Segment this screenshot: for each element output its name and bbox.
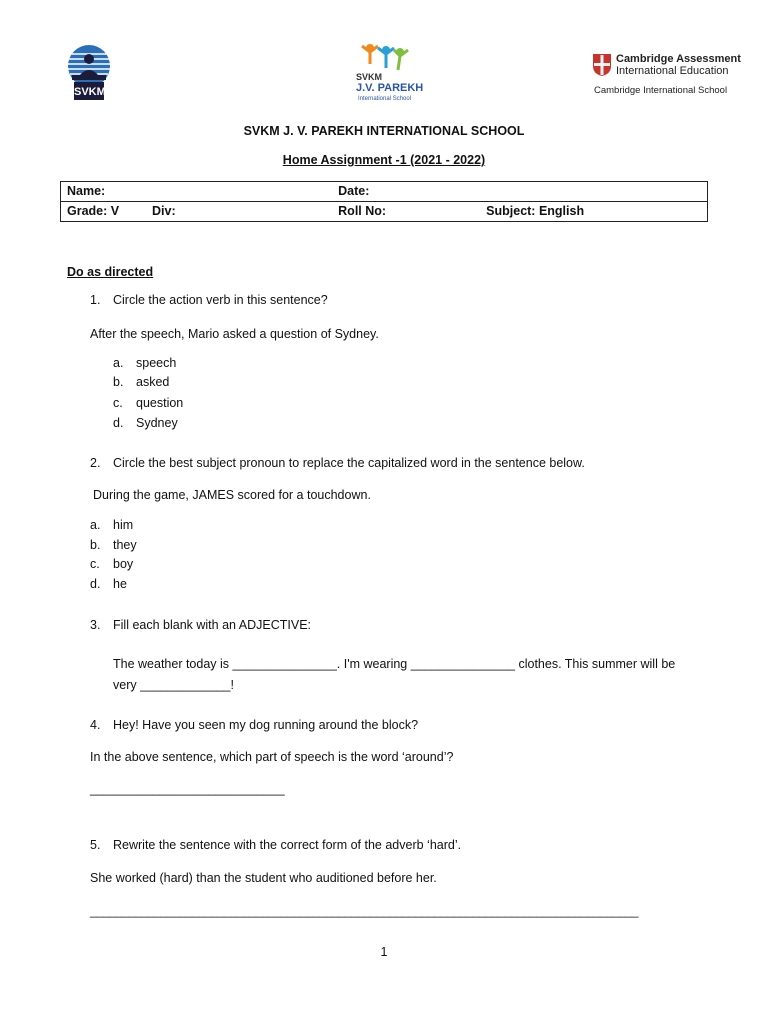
q2-number: 2. — [90, 456, 101, 470]
q3-text: Fill each blank with an ADJECTIVE: — [113, 618, 311, 632]
cambridge-school: Cambridge International School — [594, 85, 728, 96]
q4-text: Hey! Have you seen my dog running around the block? — [113, 718, 419, 732]
q1-option-letter: c. — [113, 396, 123, 410]
q5-number: 5. — [90, 838, 101, 852]
q2-text: Circle the best subject pronoun to replace the capitalized word in the sentence below. — [113, 456, 585, 470]
svkm-logo-text: SVKM — [74, 86, 106, 98]
q2-option-text: he — [113, 577, 127, 591]
q4-number: 4. — [90, 718, 101, 732]
q1-option-text: question — [136, 396, 184, 410]
student-info-table — [60, 181, 708, 222]
cambridge-line1: Cambridge Assessment — [616, 53, 741, 65]
cambridge-logo — [592, 53, 741, 99]
q2-option-letter: d. — [90, 577, 101, 591]
q4-answer-blank: ____________________________ — [90, 782, 285, 796]
info-row-1 — [61, 182, 708, 202]
assignment-title — [0, 152, 768, 168]
school-name: SVKM J. V. PAREKH INTERNATIONAL SCHOOL — [243, 124, 525, 138]
q1-option-text: asked — [136, 375, 170, 389]
jvp-logo-name: J.V. PAREKH — [356, 82, 424, 94]
div-label: Div: — [152, 204, 176, 218]
cambridge-shield-icon — [592, 53, 612, 77]
q1-text: Circle the action verb in this sentence? — [113, 293, 328, 307]
page-number: 1 — [380, 945, 388, 959]
q4-question: In the above sentence, which part of speech is the word ‘around’? — [90, 750, 454, 764]
q3-number: 3. — [90, 618, 101, 632]
q1-number: 1. — [90, 293, 101, 307]
q2-option-text: boy — [113, 557, 134, 571]
info-row-2 — [61, 202, 708, 222]
name-label: Name: — [67, 184, 106, 198]
q1-option-letter: b. — [113, 375, 124, 389]
jvp-logo-svkm: SVKM — [356, 72, 383, 82]
subject-label: Subject: English — [486, 204, 585, 218]
q2-option-letter: b. — [90, 538, 101, 552]
q1-option-text: speech — [136, 356, 177, 370]
q1-option-text: Sydney — [136, 416, 178, 430]
q1-sentence: After the speech, Mario asked a question of Sydney. — [90, 327, 379, 341]
grade-label: Grade: V — [67, 204, 120, 218]
q2-option-letter: c. — [90, 557, 100, 571]
section-title: Do as directed — [67, 265, 154, 279]
q3-line2: very _____________! — [113, 678, 234, 692]
jv-parekh-logo — [352, 42, 424, 108]
q1-option-letter: d. — [113, 416, 124, 430]
q2-option-letter: a. — [90, 518, 101, 532]
date-label: Date: — [338, 184, 370, 198]
q5-sentence: She worked (hard) than the student who auditioned before her. — [90, 871, 437, 885]
q1-option-letter: a. — [113, 356, 124, 370]
q5-text: Rewrite the sentence with the correct form of the adverb ‘hard’. — [113, 838, 462, 852]
svkm-logo — [64, 44, 114, 102]
assignment-title-text: Home Assignment -1 (2021 - 2022) — [282, 153, 486, 167]
jvp-logo-sub: International School — [358, 96, 412, 102]
cambridge-line2: International Education — [616, 65, 729, 77]
q2-sentence: During the game, JAMES scored for a touchdown. — [93, 488, 371, 502]
q2-option-text: him — [113, 518, 134, 532]
q3-line1: The weather today is _______________. I'm wearing _______________ clothes. This summer will be — [113, 657, 676, 671]
q2-option-text: they — [113, 538, 137, 552]
q5-answer-blank: ______________________________________________________________________________________ — [90, 904, 639, 918]
roll-no-label: Roll No: — [338, 204, 387, 218]
